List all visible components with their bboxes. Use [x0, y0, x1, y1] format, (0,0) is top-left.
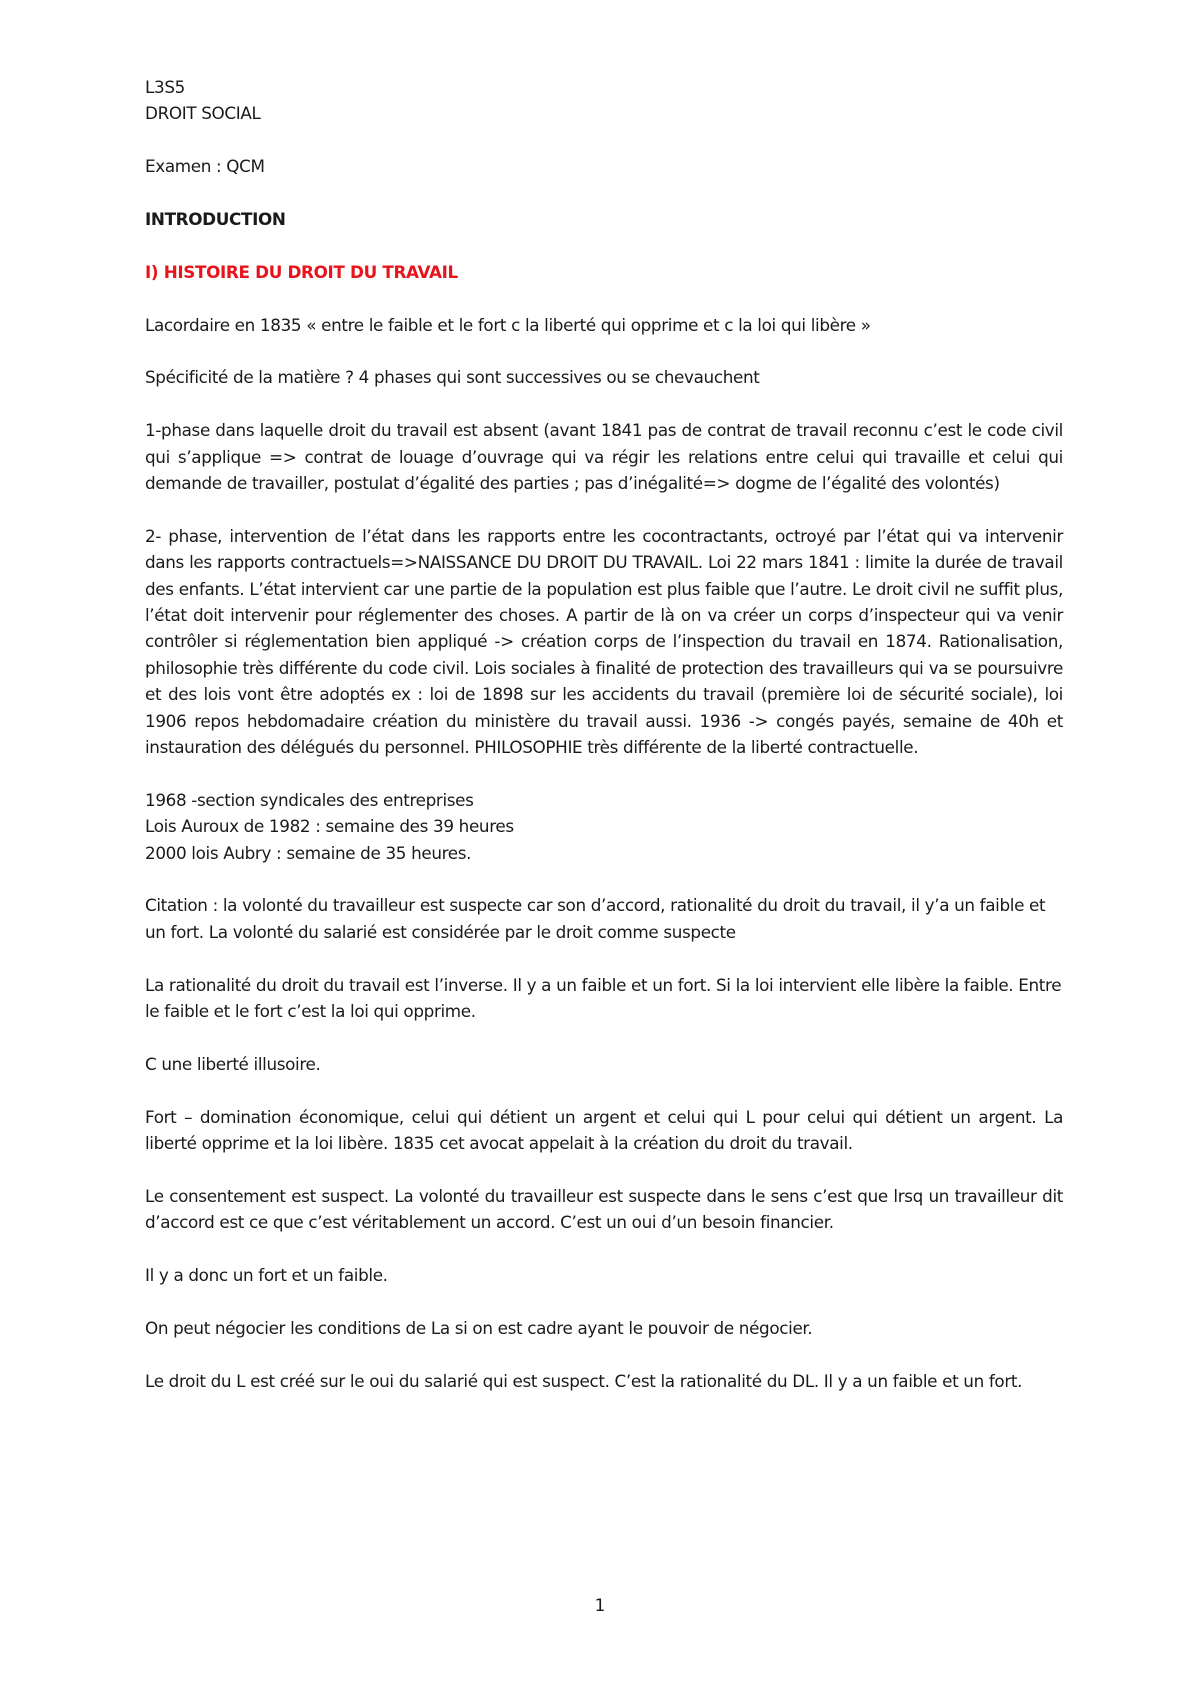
dates-list: [145, 787, 1063, 866]
page-number: 1: [594, 1595, 606, 1615]
exam-type: Examen : QCM: [145, 156, 265, 177]
paragraph-illusoire: C une liberté illusoire.: [145, 1053, 321, 1074]
paragraph-phase2: 2- phase, intervention de l’état dans les rapports entre les cocontractants, octroyé par l’état qui va intervenir dans les rapports contractuels=>NAISSANCE DU DROIT DU TRAVAIL. Loi 22 mars 1841 : limite la durée de travail des enfants. L’état intervient car une partie de la population est plus faible que l’autre. Le droit civil ne suffit plus, l’état doit intervenir pour réglementer des choses. A partir de là on va créer un corps d’inspecteur qui va venir contrôler si réglementation bien appliqué -> création corps de l’inspection du travail en 1874. Rationalisation, philosophie très différente du code civil. Lois sociales à finalité de protection des travailleurs qui va se poursuivre et des lois vont être adoptés ex : loi de 1898 sur les accidents du travail (première loi de sécurité sociale), loi 1906 repos hebdomadaire création du ministère du travail aussi. 1936 -> congés payés, semaine de 40h et instauration des délégués du personnel. PHILOSOPHIE très différente de la liberté contractuelle.: [145, 525, 1063, 758]
section-heading: I) HISTOIRE DU DROIT DU TRAVAIL: [145, 261, 458, 282]
course-title: DROIT SOCIAL: [145, 103, 261, 124]
paragraph-droit-l: Le droit du L est créé sur le oui du salarié qui est suspect. C’est la rationalité du DL. Il y a un faible et un fort.: [145, 1370, 1023, 1391]
paragraph-fort-faible: Il y a donc un fort et un faible.: [145, 1265, 388, 1286]
course-code: L3S5: [145, 77, 185, 97]
paragraph-specificite: Spécificité de la matière ? 4 phases qui sont successives ou se chevauchent: [145, 367, 760, 388]
introduction-heading: INTRODUCTION: [145, 209, 286, 229]
paragraph-lacordaire: Lacordaire en 1835 « entre le faible et le fort c la liberté qui opprime et c la loi qui libère »: [145, 314, 871, 335]
paragraph-fort: Fort – domination économique, celui qui détient un argent et celui qui L pour celui qui détient un argent. La liberté opprime et la loi libère. 1835 cet avocat appelait à la création du droit du travail.: [145, 1106, 1063, 1154]
paragraph-citation: Citation : la volonté du travailleur est suspecte car son d’accord, rationalité du droit du travail, il y’a un faible et un fort. La volonté du salarié est considérée par le droit comme suspecte: [145, 895, 1046, 942]
paragraph-negocier: On peut négocier les conditions de La si on est cadre ayant le pouvoir de négocier.: [145, 1317, 813, 1338]
paragraph-consentement: Le consentement est suspect. La volonté du travailleur est suspecte dans le sens c’est que lrsq un travailleur dit d’accord est ce que c’est véritablement un accord. C’est un oui d’un besoin financier.: [145, 1185, 1063, 1233]
paragraph-rationalite: La rationalité du droit du travail est l’inverse. Il y a un faible et un fort. Si la loi intervient elle libère la faible. Entre le faible et le fort c’est la loi qui opprime.: [145, 974, 1062, 1022]
date-item: Lois Auroux de 1982 : semaine des 39 heures: [145, 816, 514, 837]
paragraph-phase1: 1-phase dans laquelle droit du travail est absent (avant 1841 pas de contrat de travail reconnu c’est le code civil qui s’applique => contrat de louage d’ouvrage qui va régir les relations entre celui qui travaille et celui qui demande de travailler, postulat d’égalité des parties ; pas d’inégalité=> dogme de l’égalité des volontés): [145, 420, 1063, 493]
date-item: 1968 -section syndicales des entreprises: [145, 789, 474, 810]
date-item: 2000 lois Aubry : semaine de 35 heures.: [145, 842, 472, 863]
document-body: [145, 74, 1063, 1420]
